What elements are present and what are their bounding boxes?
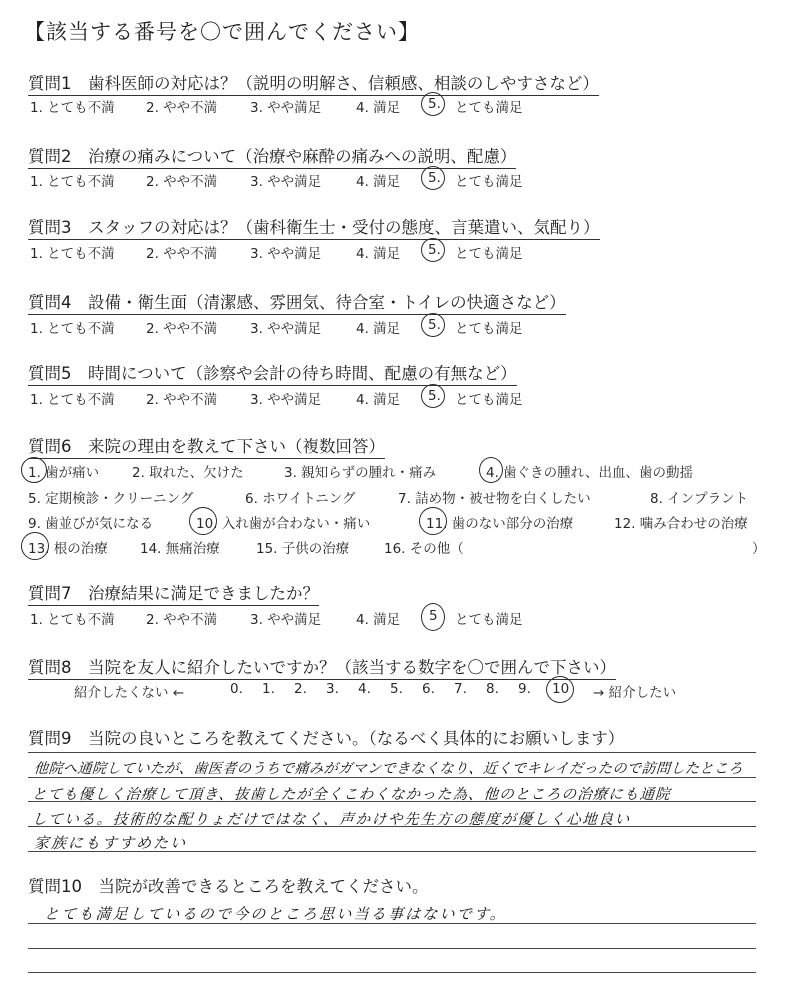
option[interactable]: 2. やや不満 — [146, 174, 218, 190]
selection-circle-mark — [421, 238, 445, 262]
handwritten-answer-line: している。技術的な配りょだけではなく、声かけや先生方の態度が優しく心地良い — [31, 811, 632, 828]
option[interactable]: 1. とても不満 — [30, 321, 115, 337]
paren-close: ） — [752, 541, 766, 557]
option-selected[interactable]: 5. — [428, 96, 441, 112]
question-3: 質問3 スタッフの対応は？（歯科衛生士・受付の態度、言葉遣い、気配り） — [28, 214, 600, 240]
selection-circle-mark — [421, 384, 445, 408]
option[interactable]: 2. やや不満 — [146, 392, 218, 408]
option-label: とても満足 — [455, 321, 523, 337]
option[interactable]: 4. 満足 — [356, 246, 401, 262]
option[interactable]: 2. 取れた、欠けた — [132, 465, 244, 481]
option[interactable]: 1. とても不満 — [30, 174, 115, 190]
question-10: 質問10 当院が改善できるところを教えてください。 — [28, 877, 429, 896]
option[interactable]: 9. 歯並びが気になる — [28, 516, 154, 532]
option[interactable]: 16. その他（ — [384, 541, 464, 557]
option-selected[interactable]: 1. 歯が痛い — [28, 465, 100, 481]
scale-value[interactable]: 5. — [390, 681, 403, 697]
question-2: 質問2 治療の痛みについて（治療や麻酔の痛みへの説明、配慮） — [28, 143, 516, 169]
scale-right-label: → 紹介したい — [593, 685, 677, 701]
option[interactable]: 1. とても不満 — [30, 100, 115, 116]
question-8: 質問8 当院を友人に紹介したいですか？（該当する数字を〇で囲んで下さい） — [28, 654, 616, 680]
option[interactable]: 4. 満足 — [356, 392, 401, 408]
scale-left-label: 紹介したくない ← — [74, 685, 185, 701]
option[interactable]: 4. 満足 — [356, 174, 401, 190]
option-label: とても満足 — [455, 246, 523, 262]
option-label: とても満足 — [455, 100, 523, 116]
option[interactable]: 4. 満足 — [356, 612, 401, 628]
option-selected[interactable]: 4. 歯ぐきの腫れ、出血、歯の動揺 — [486, 465, 693, 481]
selection-circle-mark — [419, 507, 447, 535]
selection-circle-mark — [421, 92, 445, 116]
option[interactable]: 3. やや満足 — [250, 612, 322, 628]
option[interactable]: 2. やや不満 — [146, 100, 218, 116]
option[interactable]: 3. やや満足 — [250, 246, 322, 262]
option[interactable]: 3. やや満足 — [250, 174, 322, 190]
handwritten-answer-line: 他院へ通院していたが、歯医者のうちで痛みがガマンできなくなり、近くでキレイだったので訪問したところ — [33, 761, 744, 777]
option[interactable]: 12. 噛み合わせの治療 — [614, 516, 748, 532]
scale-value[interactable]: 0. — [230, 681, 243, 697]
option[interactable]: 2. やや不満 — [146, 246, 218, 262]
selection-circle-mark — [421, 313, 445, 337]
scale-value[interactable]: 6. — [422, 681, 435, 697]
selection-circle-mark — [189, 507, 217, 535]
scale-value[interactable]: 3. — [326, 681, 339, 697]
question-4: 質問4 設備・衛生面（清潔感、雰囲気、待合室・トイレの快適さなど） — [28, 289, 566, 315]
selection-circle-mark — [421, 166, 445, 190]
scale-value[interactable]: 8. — [486, 681, 499, 697]
option[interactable]: 3. やや満足 — [250, 100, 322, 116]
option[interactable]: 2. やや不満 — [146, 612, 218, 628]
option[interactable]: 14. 無痛治療 — [140, 541, 220, 557]
question-5: 質問5 時間について（診察や会計の待ち時間、配慮の有無など） — [28, 360, 517, 386]
option[interactable]: 4. 満足 — [356, 100, 401, 116]
option-selected[interactable]: 5. — [428, 170, 441, 186]
question-1: 質問1 歯科医師の対応は？（説明の明解さ、信頼感、相談のしやすさなど） — [28, 70, 599, 96]
question-7: 質問7 治療結果に満足できましたか？ — [28, 580, 319, 606]
option-selected[interactable]: 5. — [428, 317, 441, 333]
handwritten-answer-line: 家族にもすすめたい — [33, 834, 188, 852]
selection-circle-mark — [479, 457, 503, 483]
option[interactable]: 1. とても不満 — [30, 246, 115, 262]
option-selected[interactable]: 13. 根の治療 — [28, 541, 108, 557]
option[interactable]: 7. 詰め物・被せ物を白くしたい — [398, 491, 591, 507]
selection-circle-mark — [421, 603, 445, 631]
option-selected[interactable]: 5. — [428, 388, 441, 404]
scale-value-selected[interactable]: 10 — [552, 681, 570, 697]
scale-value[interactable]: 1. — [262, 681, 275, 697]
handwritten-answer-line: とても優しく治療して頂き、抜歯したが全くこわくなかった為、他のところの治療にも通院 — [31, 786, 672, 803]
selection-circle-mark — [21, 457, 47, 483]
scale-value[interactable]: 4. — [358, 681, 371, 697]
option-label: とても満足 — [455, 392, 523, 408]
handwritten-answer-line: とても満足しているので今のところ思い当る事はないです。 — [43, 905, 508, 923]
scale-value[interactable]: 2. — [294, 681, 307, 697]
option[interactable]: 5. 定期検診・クリーニング — [28, 491, 194, 507]
answer-line — [28, 948, 756, 949]
option[interactable]: 8. インプラント — [650, 491, 749, 507]
answer-line — [28, 972, 756, 973]
option[interactable]: 4. 満足 — [356, 321, 401, 337]
option[interactable]: 1. とても不満 — [30, 612, 115, 628]
option[interactable]: 2. やや不満 — [146, 321, 218, 337]
option[interactable]: 3. やや満足 — [250, 321, 322, 337]
option-selected[interactable]: 11. 歯のない部分の治療 — [426, 516, 574, 532]
answer-line — [28, 752, 756, 753]
option-selected[interactable]: 5. — [428, 242, 441, 258]
option-label: とても満足 — [455, 612, 523, 628]
option-selected[interactable]: 10. 入れ歯が合わない・痛い — [196, 516, 371, 532]
option[interactable]: 15. 子供の治療 — [256, 541, 350, 557]
selection-circle-mark — [546, 676, 574, 703]
question-6: 質問6 来院の理由を教えて下さい（複数回答） — [28, 433, 385, 459]
scale-value[interactable]: 9. — [518, 681, 531, 697]
option[interactable]: 6. ホワイトニング — [245, 491, 356, 507]
selection-circle-mark — [21, 532, 49, 560]
option[interactable]: 1. とても不満 — [30, 392, 115, 408]
option-selected[interactable]: 5 — [429, 608, 438, 624]
option-label: とても満足 — [455, 174, 523, 190]
option[interactable]: 3. 親知らずの腫れ・痛み — [284, 465, 437, 481]
question-9: 質問9 当院の良いところを教えてください。（なるべく具体的にお願いします） — [28, 729, 625, 748]
option[interactable]: 3. やや満足 — [250, 392, 322, 408]
page-title: 【該当する番号を〇で囲んでください】 — [24, 20, 420, 44]
scale-value[interactable]: 7. — [454, 681, 467, 697]
